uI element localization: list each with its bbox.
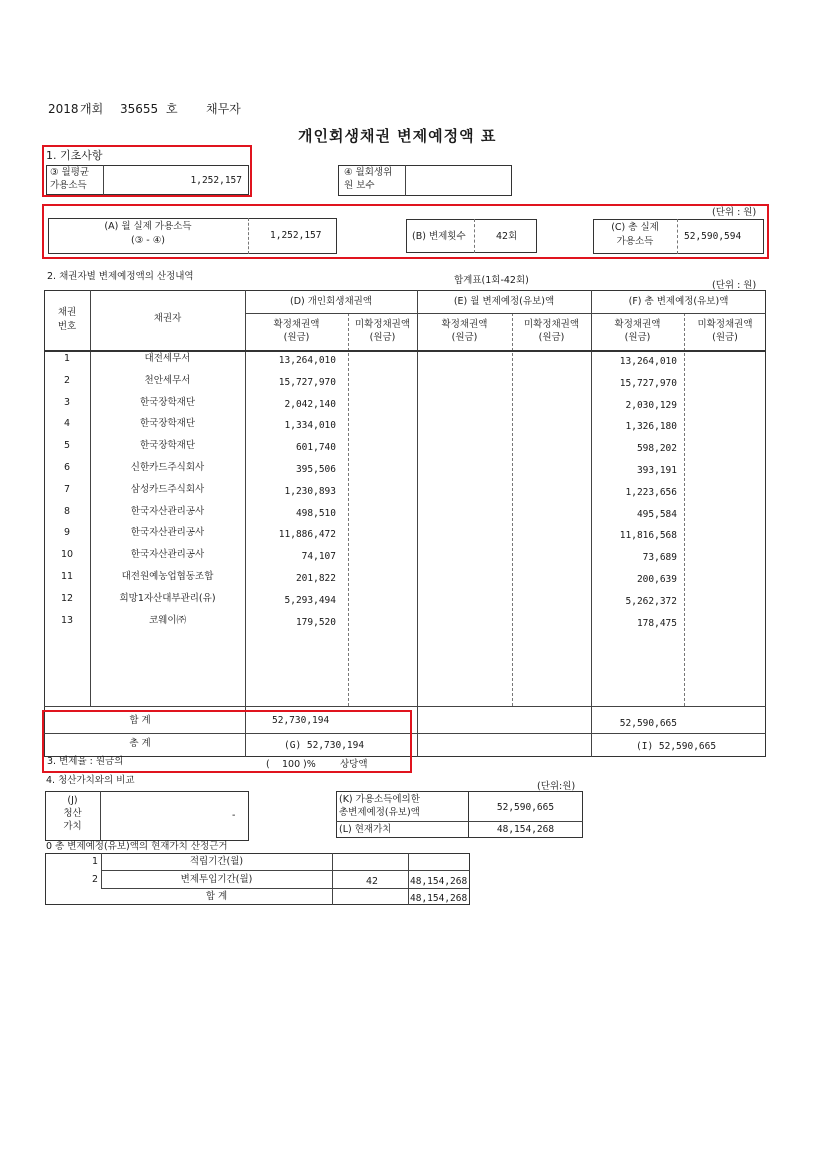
row-no: 9	[63, 527, 71, 539]
row-d-confirmed: 1,334,010	[284, 420, 336, 432]
row-d-confirmed: 601,740	[295, 442, 336, 454]
d-unconfirmed-header: 미확정채권액	[354, 319, 411, 330]
col-no-header: 채권	[57, 307, 77, 318]
row-no: 4	[63, 418, 71, 430]
row-creditor: 대전원예농업협동조합	[121, 571, 214, 582]
r2-no: 2	[92, 874, 99, 885]
row-creditor: 한국장학재단	[139, 418, 196, 430]
j-label-2: 청산	[63, 808, 82, 819]
a-label-2: (③ - ④)	[131, 235, 165, 246]
row-f-confirmed: 73,689	[642, 552, 677, 564]
col-e-header: (E) 월 변제예정(유보)액	[453, 296, 555, 307]
r2-months: 42	[366, 876, 379, 887]
a-label: (A) 월 실제 가용소득	[104, 221, 192, 232]
row-d-confirmed: 5,293,494	[284, 594, 336, 606]
row-f-confirmed: 5,262,372	[625, 595, 677, 607]
highlight-totals	[42, 710, 412, 773]
d-confirmed-header: 확정채권액	[273, 319, 320, 330]
r2-label: 변제투입기간(월)	[180, 874, 253, 885]
row-creditor: 신한카드주식회사	[130, 462, 205, 473]
col-creditor-header: 채권자	[153, 313, 182, 324]
unit-label-sec2: (단위 : 원)	[712, 280, 757, 291]
row-f-confirmed: 11,816,568	[619, 530, 677, 542]
f-confirmed-header-2: (원금)	[624, 332, 651, 343]
row-no: 1	[63, 353, 71, 364]
l-label: (L) 현재가치	[339, 824, 392, 835]
row-creditor: 코웨이㈜	[148, 614, 187, 626]
row-f-confirmed: 200,639	[636, 574, 677, 585]
c-value: 52,590,594	[684, 231, 742, 242]
e-unconfirmed-header-2: (원금)	[538, 332, 565, 343]
row-creditor: 한국장학재단	[139, 440, 196, 452]
row-no: 11	[60, 571, 74, 582]
row-d-confirmed: 179,520	[295, 616, 336, 628]
l-value: 48,154,268	[496, 824, 555, 835]
unit-label-top: (단위 : 원)	[712, 207, 757, 218]
trustee-fee-label-2: 원 보수	[344, 180, 375, 191]
section1-label: 1. 기초사항	[46, 149, 103, 162]
c-label: (C) 총 실제	[611, 222, 659, 233]
col-no-header-2: 번호	[57, 321, 77, 332]
j-value: -	[232, 810, 236, 821]
row-creditor: 한국자산관리공사	[130, 505, 205, 517]
rate-paren-open: (	[266, 759, 270, 770]
row-f-confirmed: 1,223,656	[625, 486, 677, 498]
e-confirmed-header-2: (원금)	[451, 332, 478, 343]
row-f-confirmed: 495,584	[636, 508, 677, 520]
e-unconfirmed-header: 미확정채권액	[523, 319, 580, 330]
header-role: 채무자	[206, 102, 241, 116]
highlight-section1	[42, 145, 252, 197]
highlight-summary	[42, 204, 769, 259]
row-d-confirmed: 395,506	[295, 464, 336, 475]
row-f-confirmed: 598,202	[636, 443, 677, 455]
row-no: 5	[63, 440, 71, 452]
b-label: (B) 변제횟수	[412, 231, 466, 242]
row-f-confirmed: 178,475	[636, 617, 677, 629]
avg-income-label-2: 가용소득	[50, 180, 87, 191]
c-label-2: 가용소득	[616, 236, 654, 247]
section3-label: 3. 변제율 : 원금의	[47, 756, 124, 767]
row-creditor: 삼성카드주식회사	[130, 483, 205, 495]
col-f-header: (F) 총 변제예정(유보)액	[628, 296, 729, 307]
row-d-confirmed: 11,886,472	[278, 529, 336, 541]
section4-label: 4. 청산가치와의 비교	[46, 775, 135, 786]
k-label: (K) 가용소득에의한	[339, 794, 420, 805]
row-d-confirmed: 201,822	[295, 573, 336, 584]
r1-label: 적립기간(월)	[189, 856, 244, 867]
row-creditor: 희망1자산대부관리(유)	[119, 592, 216, 604]
row-creditor: 한국자산관리공사	[130, 527, 205, 539]
rate-suffix: 상당액	[340, 759, 368, 770]
row-f-confirmed: 15,727,970	[619, 377, 677, 389]
row-d-confirmed: 13,264,010	[278, 355, 336, 366]
col-d-header: (D) 개인회생채권액	[290, 296, 372, 307]
row-f-confirmed: 1,326,180	[625, 421, 677, 433]
section2-range: 합계표(1회-42회)	[454, 275, 529, 286]
f-confirmed-header: 확정채권액	[614, 319, 661, 330]
row-creditor: 한국장학재단	[139, 396, 196, 408]
total-i-value: (I) 52,590,665	[636, 741, 717, 752]
row-d-confirmed: 1,230,893	[284, 485, 336, 497]
row-d-confirmed: 15,727,970	[278, 376, 336, 388]
d-unconfirmed-header-2: (원금)	[369, 332, 396, 343]
present-sum-label: 합 계	[205, 891, 228, 902]
row-d-confirmed: 2,042,140	[284, 398, 336, 410]
row-no: 12	[60, 592, 74, 604]
k-label-2: 총변제예정(유보)액	[339, 807, 420, 818]
row-f-confirmed: 393,191	[636, 465, 677, 476]
total-label: 총 계	[129, 738, 151, 749]
row-d-confirmed: 74,107	[301, 551, 336, 563]
j-label-3: 가치	[63, 821, 82, 832]
rate-paren-close: )%	[303, 759, 316, 770]
row-no: 13	[60, 614, 74, 626]
document-title: 개인회생채권 변제예정액 표	[298, 127, 497, 145]
f-unconfirmed-header-2: (원금)	[712, 332, 738, 343]
r2-value: 48,154,268	[410, 876, 468, 887]
avg-income-label: ③ 월평균	[50, 167, 90, 178]
header-case-no: 35655	[120, 102, 159, 116]
row-d-confirmed: 498,510	[295, 507, 336, 519]
row-f-confirmed: 13,264,010	[619, 356, 677, 367]
trustee-fee-label: ④ 월회생위	[344, 167, 393, 178]
section2-label: 2. 채권자별 변제예정액의 산정내역	[47, 271, 194, 282]
avg-income-value: 1,252,157	[190, 175, 242, 186]
present-sum-value: 48,154,268	[410, 893, 468, 904]
row-no: 2	[63, 374, 71, 386]
row-creditor: 천안세무서	[144, 374, 191, 386]
header-type: 개회	[80, 102, 104, 116]
header-ho: 호	[166, 102, 178, 116]
row-creditor: 한국자산관리공사	[130, 549, 205, 561]
row-no: 7	[63, 483, 71, 495]
k-value: 52,590,665	[496, 802, 555, 813]
a-value: 1,252,157	[270, 230, 322, 241]
b-value: 42회	[496, 231, 518, 242]
unit-label-sec4: (단위:원)	[537, 781, 576, 792]
sum-d-value: 52,730,194	[272, 715, 330, 726]
row-no: 10	[60, 549, 74, 561]
repayment-rate: 100	[282, 759, 301, 770]
header-year: 2018	[48, 102, 79, 116]
section0-label: 0 총 변제예정(유보)액의 현재가치 산정근거	[46, 841, 228, 852]
row-no: 6	[63, 462, 71, 473]
f-unconfirmed-header: 미확정채권액	[697, 319, 753, 330]
d-confirmed-header-2: (원금)	[283, 332, 310, 343]
row-creditor: 대전세무서	[144, 353, 191, 364]
r1-no: 1	[92, 856, 99, 867]
row-no: 3	[63, 396, 71, 408]
row-no: 8	[63, 505, 71, 517]
row-f-confirmed: 2,030,129	[625, 399, 677, 411]
sum-f-value: 52,590,665	[619, 718, 677, 729]
e-confirmed-header: 확정채권액	[441, 319, 488, 330]
j-label: (J)	[67, 795, 78, 806]
total-g-value: (G) 52,730,194	[284, 740, 365, 751]
sum-label: 합 계	[129, 715, 151, 726]
